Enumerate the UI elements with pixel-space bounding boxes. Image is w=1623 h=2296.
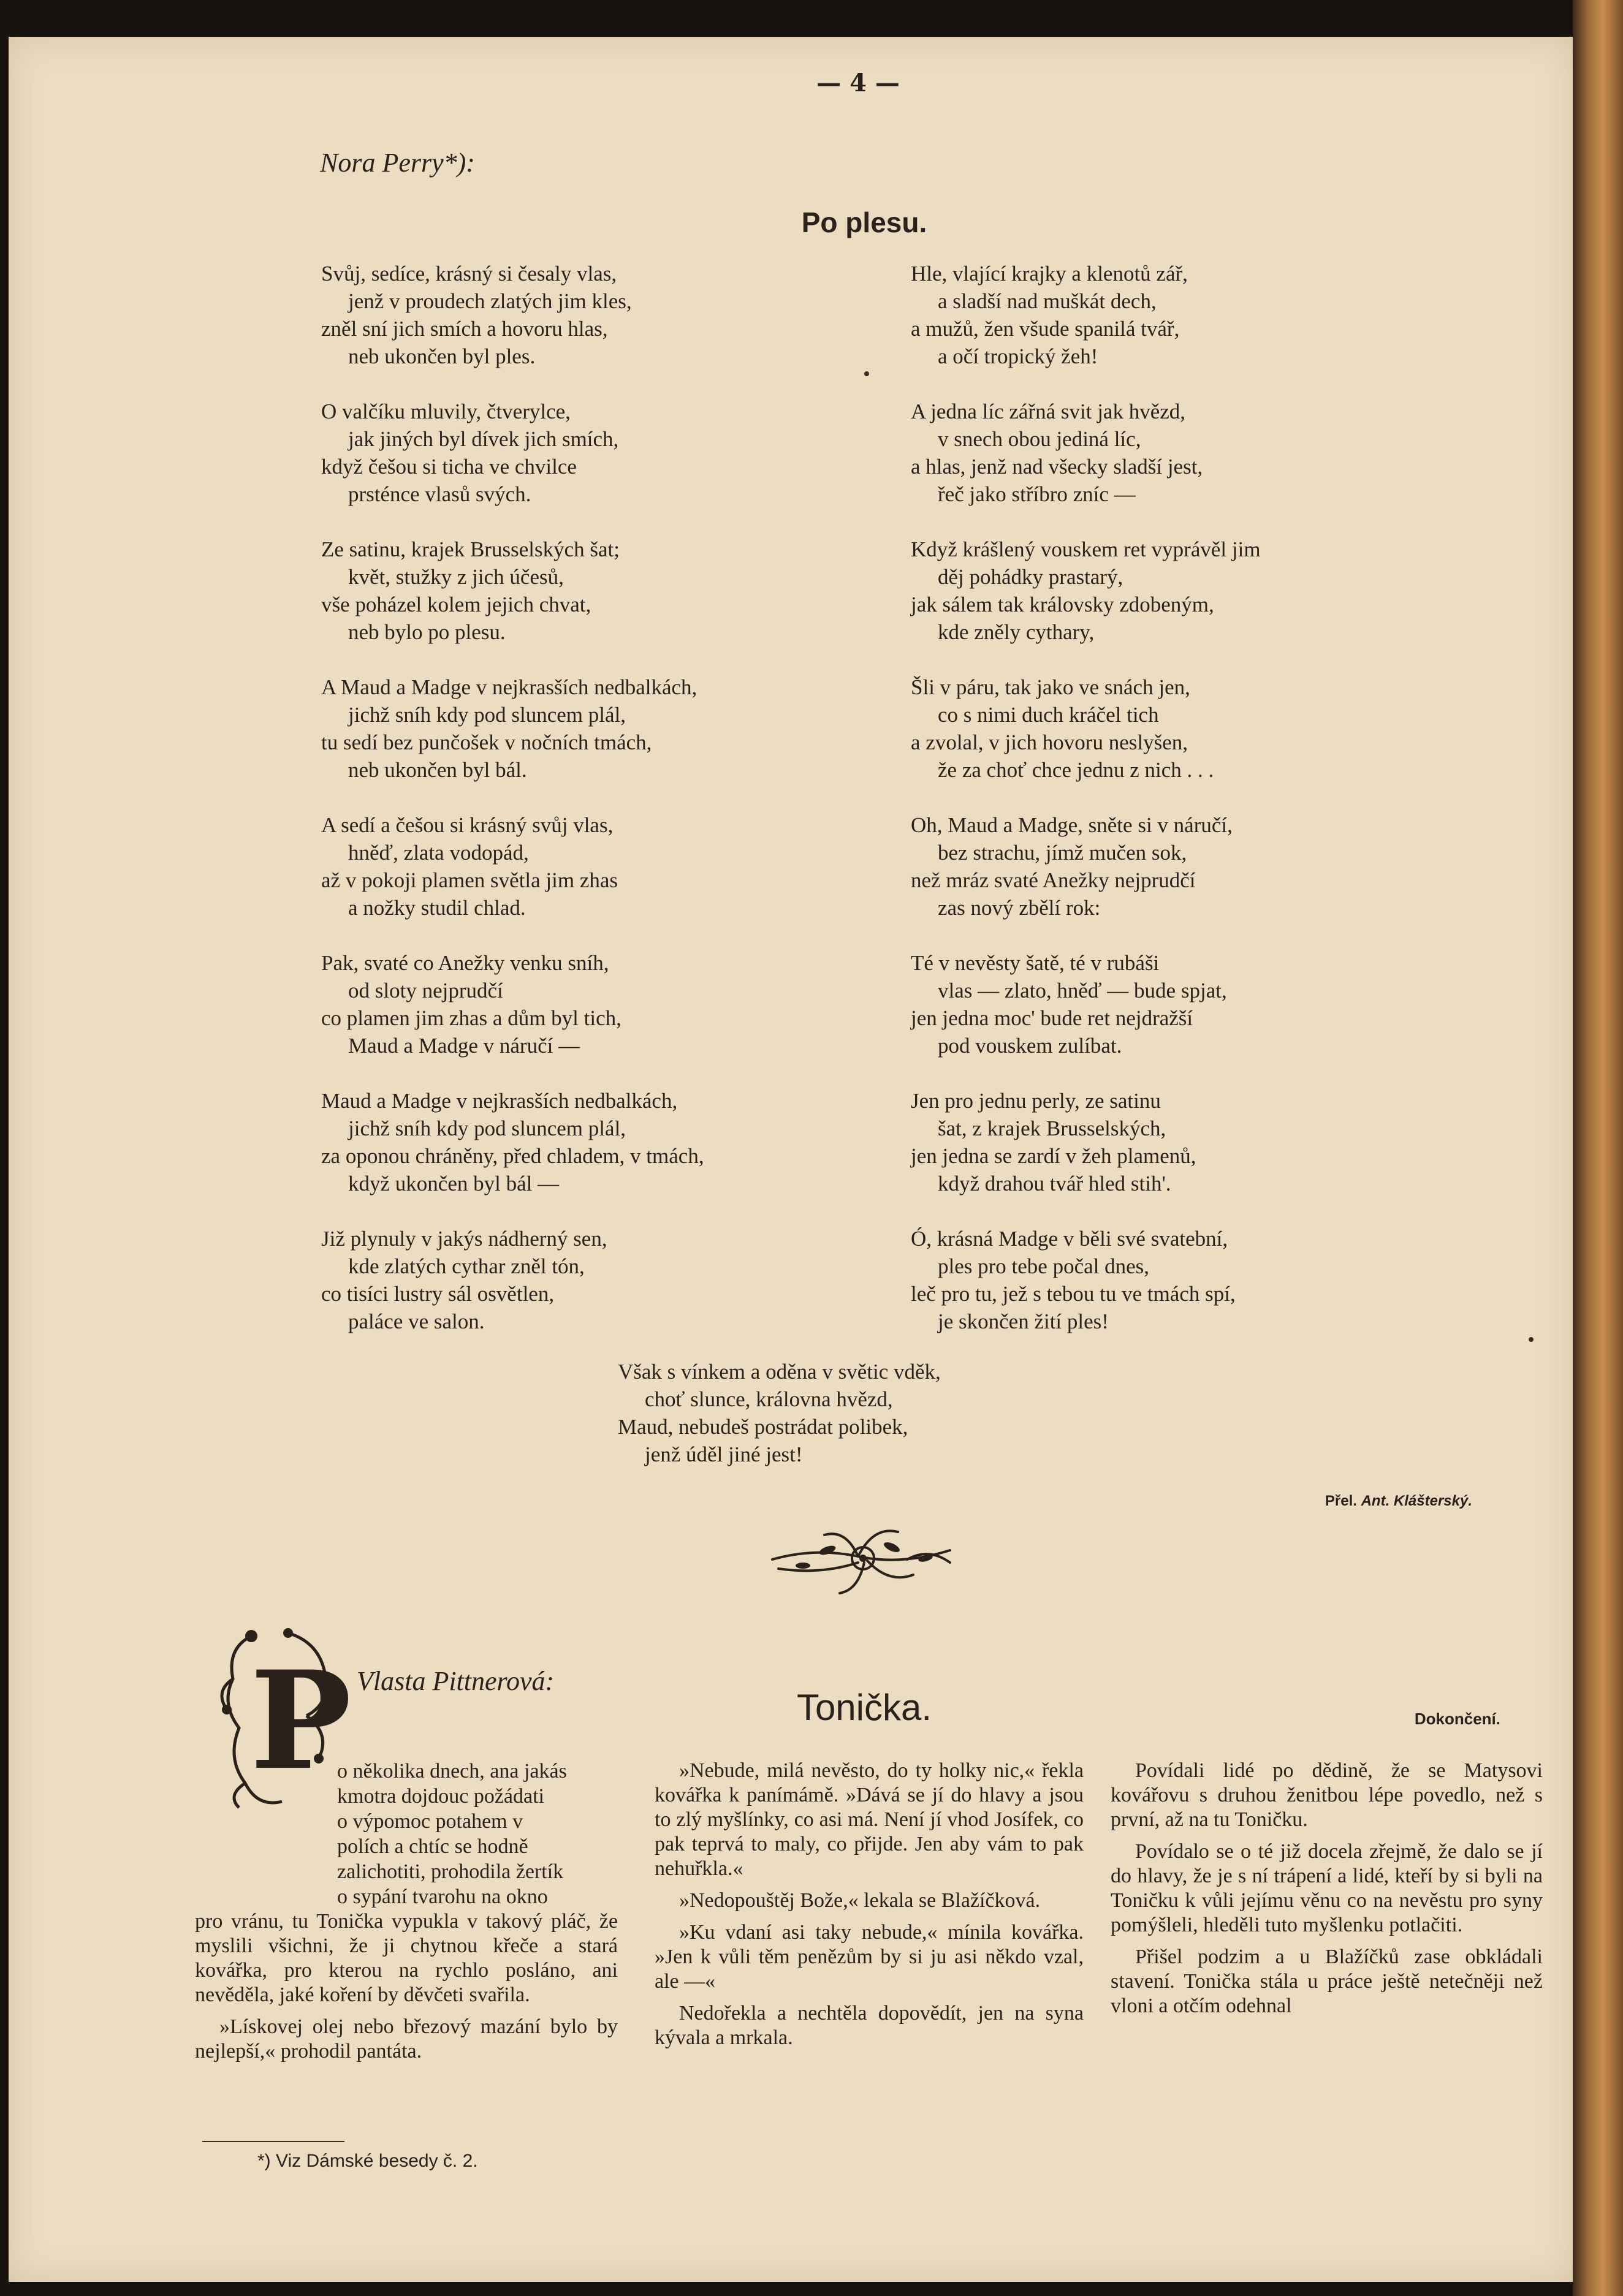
poem-author: Nora Perry*): [320, 148, 475, 178]
poem-title: Po plesu. [801, 206, 927, 238]
poem-line: šat, z krajek Brusselských, [938, 1116, 1166, 1140]
poem-line: jenž v proudech zlatých jim kles, [348, 289, 632, 313]
poem-line: jichž sníh kdy pod sluncem plál, [348, 703, 626, 727]
poem-stanza [321, 536, 704, 646]
poem-line: že za choť chce jednu z nich . . . [938, 758, 1214, 782]
poem-left-column [321, 260, 704, 1363]
story-col1-dropcap-lines [337, 1759, 619, 1909]
poem-line: když ukončen byl bál — [348, 1172, 560, 1195]
poem-line: choť slunce, královna hvězd, [645, 1387, 893, 1411]
poem-line: jenž úděl jiné jest! [645, 1442, 803, 1466]
poem-line: když drahou tvář hled stih'. [938, 1172, 1171, 1195]
ink-speck [1529, 1337, 1534, 1342]
ink-speck [864, 371, 869, 376]
poem-line: neb bylo po plesu. [348, 620, 506, 644]
poem-line: Jen pro jednu perly, ze satinu [911, 1089, 1161, 1113]
page-number: — 4 — [816, 69, 900, 97]
poem-line: jen jedna moc' bude ret nejdražší [911, 1006, 1193, 1030]
drop-cap-letter: P [250, 1641, 352, 1800]
poem-line: od sloty nejprudčí [348, 979, 503, 1002]
poem-line: než mráz svaté Anežky nejprudčí [911, 868, 1196, 892]
continuation-note: Dokončení. [1414, 1710, 1500, 1728]
poem-line: hněď, zlata vodopád, [348, 841, 529, 865]
story-paragraph: »Ku vdaní asi taky nebude,« mínila kovářka. »Jen k vůli těm penězům by si ju asi někdo vzal, ale —« [655, 1921, 1084, 1993]
poem-stanza [321, 260, 704, 370]
poem-line: pod vouskem zulíbat. [938, 1034, 1122, 1058]
poem-stanza [321, 1087, 704, 1197]
poem-line: Maud a Madge v náručí — [348, 1034, 580, 1058]
translator-prefix: Přel. [1325, 1493, 1357, 1509]
floral-ornament-icon [766, 1517, 962, 1602]
poem-stanza [321, 673, 704, 784]
poem-line: za oponou chráněny, před chladem, v tmách, [321, 1144, 704, 1168]
poem-stanza [911, 673, 1261, 784]
poem-stanza [911, 811, 1261, 922]
story-paragraph: »Lískovej olej nebo březový mazání bylo by nejlepší,« prohodil pantáta. [195, 2015, 618, 2063]
story-author: Vlasta Pittnerová: [357, 1666, 555, 1696]
poem-line: co s nimi duch kráčel tich [938, 703, 1159, 727]
poem-line: a zvolal, v jich hovoru neslyšen, [911, 730, 1188, 754]
story-paragraph: pro vránu, tu Tonička vypukla v takový pláč, že myslili všichni, že ji chytnou křeče a stará kovářka, pro kterou na rychlo posláno, ani nevěděla, jaké koření by děvčeti svařila. [195, 1910, 618, 2006]
poem-line: Oh, Maud a Madge, sněte si v náručí, [911, 813, 1233, 837]
poem-line: v snech obou jediná líc, [938, 427, 1141, 451]
poem-stanza [321, 811, 704, 922]
poem-line: až v pokoji plamen světla jim zhas [321, 868, 618, 892]
poem-line: ples pro tebe počal dnes, [938, 1254, 1150, 1278]
poem-stanza [321, 949, 704, 1059]
page-binding [1573, 0, 1623, 2296]
poem-line: je skončen žití ples! [938, 1309, 1109, 1333]
poem-line: A sedí a češou si krásný svůj vlas, [321, 813, 614, 837]
poem-line: a nožky studil chlad. [348, 896, 526, 920]
poem-stanza [321, 398, 704, 508]
story-paragraph: Přišel podzim a u Blažíčků zase obkládali stavení. Tonička stála u práce ještě netečněji než vloni a otčím odehnal [1111, 1946, 1543, 2017]
poem-right-column [911, 260, 1261, 1363]
poem-stanza [321, 1225, 704, 1335]
poem-line: jichž sníh kdy pod sluncem plál, [348, 1116, 626, 1140]
poem-line: Ze satinu, krajek Brusselských šat; [321, 537, 620, 561]
poem-line: květ, stužky z jich účesů, [348, 565, 564, 589]
story-line: o sypání tvarohu na okno [337, 1885, 548, 1908]
story-paragraph: »Nedopouštěj Bože,« lekala se Blažíčková. [679, 1889, 1041, 1912]
story-column-3 [1111, 1759, 1543, 2026]
poem-stanza [911, 536, 1261, 646]
story-column-1 [195, 1909, 618, 2071]
poem-line: kde zlatých cythar zněl tón, [348, 1254, 585, 1278]
poem-line: kde zněly cythary, [938, 620, 1095, 644]
poem-line: vlas — zlato, hněď — bude spjat, [938, 979, 1227, 1002]
story-paragraph: Nedořekla a nechtěla dopovědít, jen na syna kývala a mrkala. [655, 2002, 1084, 2049]
poem-line: vše poházel kolem jejich chvat, [321, 593, 591, 616]
story-line: polích a chtíc se hodně [337, 1835, 528, 1858]
story-title: Tonička. [796, 1687, 932, 1728]
poem-line: bez strachu, jímž mučen sok, [938, 841, 1187, 865]
poem-line: Šli v páru, tak jako ve snách jen, [911, 675, 1190, 699]
poem-stanza [911, 398, 1261, 508]
translator-credit [1325, 1493, 1472, 1510]
poem-line: Však s vínkem a oděna v světic vděk, [618, 1360, 941, 1384]
story-line: o několika dnech, ana jakás [337, 1760, 567, 1783]
story-line: zalichotiti, prohodila žertík [337, 1860, 564, 1883]
poem-line: O valčíku mluvily, čtverylce, [321, 400, 571, 423]
poem-stanza [911, 1087, 1261, 1197]
poem-line: neb ukončen byl bál. [348, 758, 527, 782]
poem-line: zněl sní jich smích a hovoru hlas, [321, 317, 608, 341]
poem-line: tu sedí bez punčošek v nočních tmách, [321, 730, 652, 754]
poem-line: Když krášlený vouskem ret vyprávěl jim [911, 537, 1261, 561]
story-paragraph: »Nebude, milá nevěsto, do ty holky nic,« řekla kovářka k panímámě. »Dává se jí do hlavy a jsou to zlý myšlínky, co asi má. Není jí vhod Josífek, co pak teprvá to maly, co přijde. Jen aby vám to pak nehuřkla.« [655, 1759, 1084, 1880]
poem-line: A jedna líc zářná svit jak hvězd, [911, 400, 1186, 423]
poem-line: Té v nevěsty šatě, té v rubáši [911, 951, 1160, 975]
poem-line: Ó, krásná Madge v běli své svatební, [911, 1227, 1228, 1251]
poem-line: A Maud a Madge v nejkrasších nedbalkách, [321, 675, 697, 699]
poem-line: prsténce vlasů svých. [348, 482, 531, 506]
poem-line: Hle, vlající krajky a klenotů zář, [911, 262, 1188, 286]
poem-line: když češou si ticha ve chvilce [321, 455, 577, 479]
footnote-rule [202, 2141, 344, 2142]
poem-line: paláce ve salon. [348, 1309, 485, 1333]
poem-line: co plamen jim zhas a dům byl tich, [321, 1006, 621, 1030]
poem-line: jak sálem tak královsky zdobeným, [911, 593, 1214, 616]
story-paragraph: Povídalo se o té již docela zřejmě, že dalo se jí do hlavy, že je s ní trápení a lidé, kteří by si byli na Toničku k vůli jejímu věnu co na nevěstu pro syny pomýšleli, hleděli tuto myšlenku potlačiti. [1111, 1840, 1543, 1936]
poem-line: Maud a Madge v nejkrasších nedbalkách, [321, 1089, 678, 1113]
poem-stanza [911, 260, 1261, 370]
story-column-2 [655, 1759, 1084, 2058]
poem-line: a mužů, žen všude spanilá tvář, [911, 317, 1180, 341]
footnote: *) Viz Dámské besedy č. 2. [257, 2151, 478, 2171]
translator-name: Ant. Klášterský. [1361, 1493, 1472, 1509]
poem-line: Již plynuly v jakýs nádherný sen, [321, 1227, 607, 1251]
poem-line: neb ukončen byl ples. [348, 344, 536, 368]
poem-stanza [911, 1225, 1261, 1335]
poem-line: Maud, nebudeš postrádat polibek, [618, 1415, 908, 1439]
poem-line: jen jedna se zardí v žeh plamenů, [911, 1144, 1196, 1168]
story-line: kmotra dojdouc požádati [337, 1785, 545, 1808]
poem-line: děj pohádky prastarý, [938, 565, 1123, 589]
poem-final-stanza [618, 1358, 941, 1468]
poem-line: a očí tropický žeh! [938, 344, 1098, 368]
poem-line: řeč jako stříbro zníc — [938, 482, 1136, 506]
poem-line: co tisíci lustry sál osvětlen, [321, 1282, 555, 1306]
poem-line: Svůj, sedíce, krásný si česaly vlas, [321, 262, 617, 286]
poem-line: jak jiných byl dívek jich smích, [348, 427, 619, 451]
poem-stanza [911, 949, 1261, 1059]
poem-line: leč pro tu, jež s tebou tu ve tmách spí, [911, 1282, 1236, 1306]
poem-line: a sladší nad muškát dech, [938, 289, 1157, 313]
story-paragraph: Povídali lidé po dědině, že se Matysovi kovářovu s druhou ženitbou lépe povedlo, než s první, až na tu Toničku. [1111, 1759, 1543, 1831]
poem-line: Pak, svaté co Anežky venku sníh, [321, 951, 609, 975]
poem-line: zas nový zbělí rok: [938, 896, 1101, 920]
poem-line: a hlas, jenž nad všecky sladší jest, [911, 455, 1203, 479]
ornate-drop-cap-icon [215, 1624, 352, 1814]
story-line: o výpomoc potahem v [337, 1810, 523, 1833]
